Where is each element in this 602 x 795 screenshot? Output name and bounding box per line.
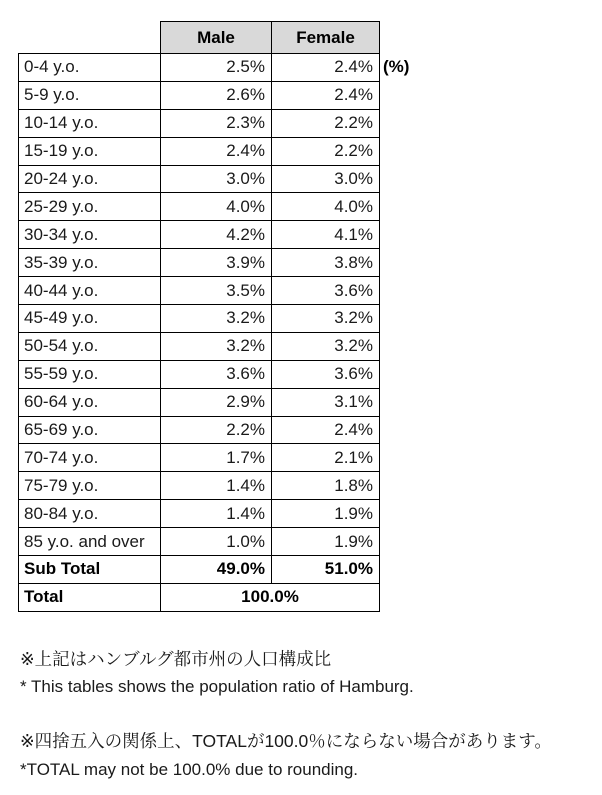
male-value-cell: 1.4%: [161, 500, 272, 528]
male-value-cell: 2.5%: [161, 54, 272, 82]
age-group-label: 60-64 y.o.: [19, 388, 161, 416]
note-english-rounding: *TOTAL may not be 100.0% due to rounding.: [20, 760, 359, 779]
age-rows-body: [19, 54, 380, 556]
female-value-cell: 3.0%: [272, 165, 380, 193]
age-group-row: [19, 305, 380, 333]
male-value-cell: 2.6%: [161, 81, 272, 109]
note-japanese-table-description: ※上記はハンブルグ都市州の人口構成比: [20, 649, 332, 669]
male-value-cell: 3.9%: [161, 249, 272, 277]
age-group-label: 40-44 y.o.: [19, 277, 161, 305]
age-group-label: 30-34 y.o.: [19, 221, 161, 249]
age-group-label: 20-24 y.o.: [19, 165, 161, 193]
age-group-label: 35-39 y.o.: [19, 249, 161, 277]
female-value-cell: 2.1%: [272, 444, 380, 472]
blank-corner-cell: [19, 22, 161, 54]
female-value-cell: 1.8%: [272, 472, 380, 500]
population-ratio-table: [18, 21, 380, 612]
female-value-cell: 2.4%: [272, 81, 380, 109]
female-value-cell: 3.2%: [272, 305, 380, 333]
age-group-label: 0-4 y.o.: [19, 54, 161, 82]
age-group-label: 15-19 y.o.: [19, 137, 161, 165]
age-group-row: [19, 109, 380, 137]
total-value: 100.0%: [161, 583, 380, 611]
sub-total-label: Sub Total: [19, 556, 161, 584]
age-group-row: [19, 528, 380, 556]
male-value-cell: 1.7%: [161, 444, 272, 472]
age-group-label: 65-69 y.o.: [19, 416, 161, 444]
female-value-cell: 3.1%: [272, 388, 380, 416]
sub-total-row: [19, 556, 380, 584]
male-value-cell: 2.3%: [161, 109, 272, 137]
male-value-cell: 1.0%: [161, 528, 272, 556]
age-group-row: [19, 500, 380, 528]
male-value-cell: 3.6%: [161, 360, 272, 388]
female-value-cell: 3.8%: [272, 249, 380, 277]
age-group-row: [19, 54, 380, 82]
male-value-cell: 2.9%: [161, 388, 272, 416]
sub-total-female-value: 51.0%: [272, 556, 380, 584]
age-group-row: [19, 444, 380, 472]
male-value-cell: 2.2%: [161, 416, 272, 444]
age-group-row: [19, 193, 380, 221]
male-value-cell: 4.0%: [161, 193, 272, 221]
female-value-cell: 2.2%: [272, 109, 380, 137]
female-value-cell: 3.6%: [272, 277, 380, 305]
age-group-row: [19, 388, 380, 416]
age-group-row: [19, 137, 380, 165]
female-value-cell: 2.4%: [272, 416, 380, 444]
sub-total-male-value: 49.0%: [161, 556, 272, 584]
age-group-label: 55-59 y.o.: [19, 360, 161, 388]
male-value-cell: 4.2%: [161, 221, 272, 249]
age-group-label: 25-29 y.o.: [19, 193, 161, 221]
note-english-table-description: * This tables shows the population ratio of Hamburg.: [20, 677, 414, 696]
age-group-row: [19, 277, 380, 305]
female-value-cell: 2.4%: [272, 54, 380, 82]
male-value-cell: 3.2%: [161, 332, 272, 360]
age-group-label: 80-84 y.o.: [19, 500, 161, 528]
age-group-row: [19, 332, 380, 360]
note-japanese-rounding: ※四捨五入の関係上、TOTALが100.0％にならない場合があります。: [20, 731, 552, 751]
age-group-row: [19, 360, 380, 388]
male-value-cell: 1.4%: [161, 472, 272, 500]
male-value-cell: 2.4%: [161, 137, 272, 165]
male-column-header: Male: [161, 22, 272, 54]
header-row: [19, 22, 380, 54]
age-group-row: [19, 81, 380, 109]
age-group-label: 75-79 y.o.: [19, 472, 161, 500]
age-group-row: [19, 165, 380, 193]
male-value-cell: 3.5%: [161, 277, 272, 305]
female-value-cell: 1.9%: [272, 528, 380, 556]
female-value-cell: 2.2%: [272, 137, 380, 165]
age-group-label: 45-49 y.o.: [19, 305, 161, 333]
female-value-cell: 1.9%: [272, 500, 380, 528]
age-group-row: [19, 472, 380, 500]
age-group-row: [19, 249, 380, 277]
total-label: Total: [19, 583, 161, 611]
female-value-cell: 3.6%: [272, 360, 380, 388]
total-row: [19, 583, 380, 611]
age-group-row: [19, 221, 380, 249]
female-value-cell: 4.1%: [272, 221, 380, 249]
age-group-label: 50-54 y.o.: [19, 332, 161, 360]
male-value-cell: 3.0%: [161, 165, 272, 193]
age-group-row: [19, 416, 380, 444]
female-value-cell: 4.0%: [272, 193, 380, 221]
female-column-header: Female: [272, 22, 380, 54]
age-group-label: 5-9 y.o.: [19, 81, 161, 109]
percent-unit-label: (%): [383, 57, 410, 76]
age-group-label: 10-14 y.o.: [19, 109, 161, 137]
age-group-label: 85 y.o. and over: [19, 528, 161, 556]
age-group-label: 70-74 y.o.: [19, 444, 161, 472]
female-value-cell: 3.2%: [272, 332, 380, 360]
male-value-cell: 3.2%: [161, 305, 272, 333]
